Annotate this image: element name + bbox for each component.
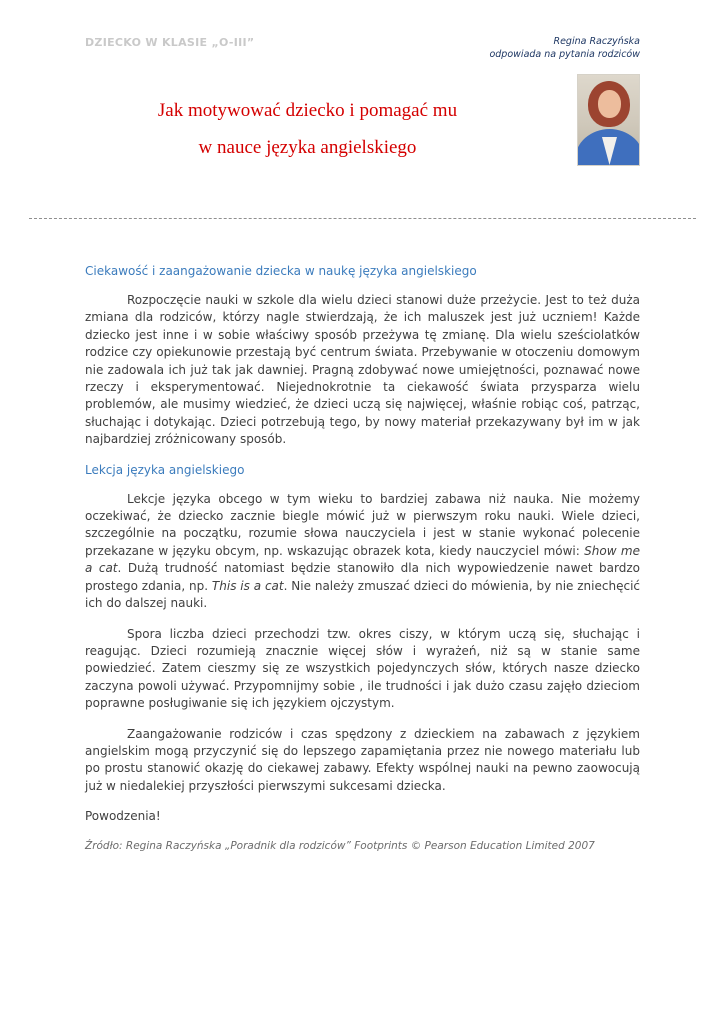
closing-text: Powodzenia! bbox=[85, 809, 161, 824]
paragraph-curiosity: Rozpoczęcie nauki w szkole dla wielu dzieci stanowi duże przeżycie. Jest to też duża zmiana dla rodziców, którzy nagle stwierdzają, że ich maluszek jest już uczniem! Każde dziecko jest inne i w sobie właściwy sposób przeżywa tę zmianę. Dla wielu sześciolatków rodzice czy opiekunowie przestają być centrum świata. Przebywanie w otoczeniu domowym nie zadowala ich już tak jak dawniej. Pragną zdobywać nowe umiejętności, poznawać nowe rzeczy i eksperymentować. Niejednokrotnie ta ciekawość świata przysparza wielu problemów, ale musimy wiedzieć, że dzieci uczą się najwięcej, właśnie robiąc coś, patrząc, słuchając i dotykając. Dzieci potrzebują tego, by nowy materiał przekazywany był im w jak najbardziej zróżnicowany sposób. bbox=[85, 293, 640, 447]
paragraph-lesson-3: Zaangażowanie rodziców i czas spędzony z dzieckiem na zabawach z językiem angielskim mogą przyczynić się do lepszego zapamiętania przez nie nowego materiału lub po prostu stanowić okazję do ciekawej zabawy. Efekty wspólnej nauki na pewno zaowocują już w niedalekiej przyszłości pierwszymi sukcesami dziecka. bbox=[85, 726, 640, 793]
author-role: odpowiada na pytania rodziców bbox=[489, 48, 640, 60]
phrase-this-is-a-cat: This is a cat bbox=[211, 578, 284, 593]
paragraph-lesson-1-text-a: Lekcje języka obcego w tym wieku to bardziej zabawa niż nauka. Nie możemy oczekiwać, że dziecko zacznie biegle mówić już w pierwszym roku nauki. Wiele dzieci, szczególnie na początku, rozumie słowa nauczyciela i jest w stanie wykonać polecenie przekazane w języku obcym, np. wskazując obrazek kota, kiedy nauczyciel mówi: bbox=[85, 491, 640, 558]
page-header bbox=[85, 36, 640, 61]
title-area bbox=[85, 74, 640, 178]
author-photo bbox=[577, 74, 640, 166]
author-name: Regina Raczyńska bbox=[553, 36, 640, 47]
page-title-line-1: Jak motywować dziecko i pomagać mu bbox=[157, 100, 458, 121]
dashed-separator bbox=[29, 218, 696, 219]
paragraph-lesson-1 bbox=[85, 491, 640, 613]
source-text: Źródło: Regina Raczyńska „Poradnik dla rodziców” Footprints © Pearson Education Limited 2007 bbox=[85, 839, 595, 852]
page-title-line-2: w nauce języka angielskiego bbox=[198, 137, 417, 158]
paragraph-lesson-2: Spora liczba dzieci przechodzi tzw. okres ciszy, w którym uczą się, słuchając i reagując. Dzieci rozumieją znacznie więcej słów i wyrażeń, niż są w stanie same powiedzieć. Zatem cieszmy się ze wszystkich pojedynczych słów, których nasze dziecko zaczyna powoli używać. Przypomnijmy sobie , ile trudności i jak dużo czasu zajęło dzieciom poprawne posługiwanie się ich językiem ojczystym. bbox=[85, 626, 640, 711]
page-title bbox=[85, 100, 530, 159]
section-heading-curiosity: Ciekawość i zaangażowanie dziecka w naukę języka angielskiego bbox=[85, 264, 477, 278]
photo-face bbox=[598, 90, 621, 118]
paragraph-lesson-1-text-c: . Nie należy zmuszać dzieci do mówienia, by nie zniechęcić ich do dalszej nauki. bbox=[85, 578, 640, 611]
phrase-show-me-a-cat: Show me a cat bbox=[85, 543, 640, 576]
section-heading-lesson: Lekcja języka angielskiego bbox=[85, 462, 245, 477]
paragraph-lesson-1-text-b: . Dużą trudność natomiast będzie stanowiło dla nich wypowiedzenie nawet bardzo prostego zdania, np. bbox=[85, 561, 640, 593]
author-block bbox=[489, 36, 640, 61]
series-label: DZIECKO W KLASIE „O-III” bbox=[85, 36, 255, 49]
article-body bbox=[85, 263, 640, 853]
